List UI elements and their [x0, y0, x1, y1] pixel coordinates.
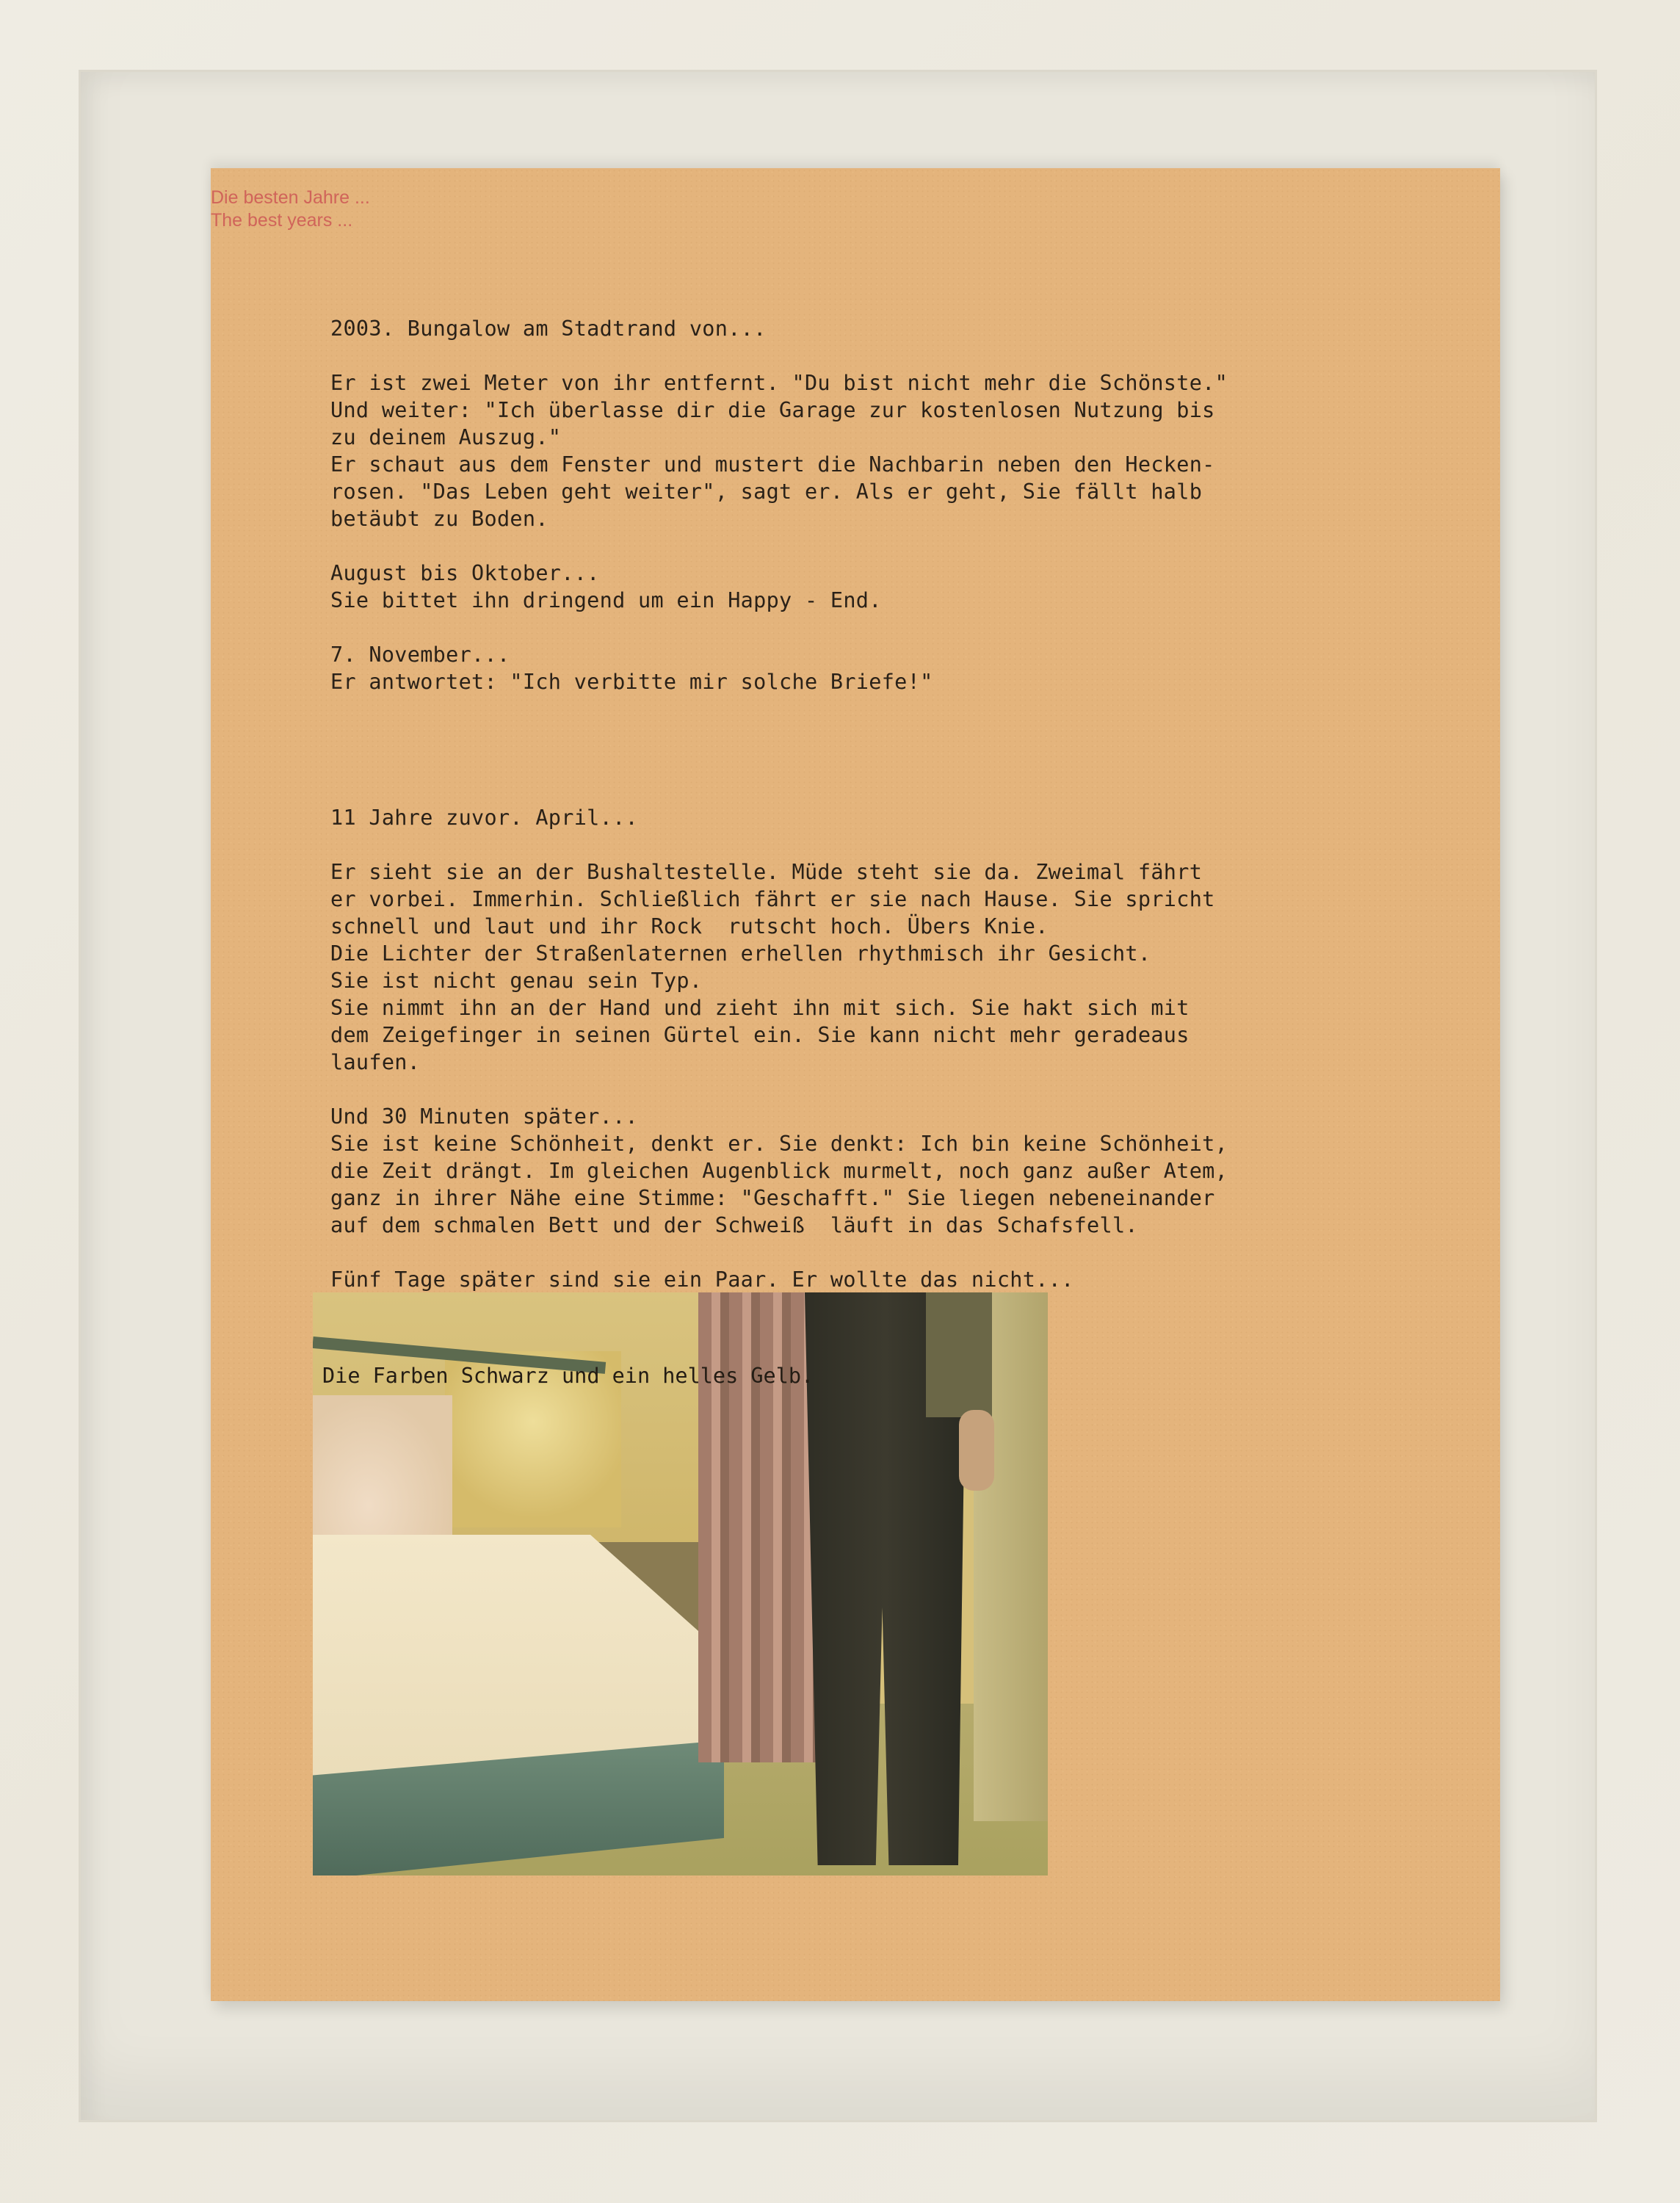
text-line: zu deinem Auszug." — [330, 425, 562, 449]
text-line: Die Lichter der Straßenlaternen erhellen rhythmisch ihr Gesicht. — [330, 941, 1151, 966]
typewritten-sheet — [211, 168, 1500, 2001]
text-line: Sie ist keine Schönheit, denkt er. Sie denkt: Ich bin keine Schönheit, — [330, 1132, 1228, 1156]
story-text — [330, 315, 1358, 1293]
text-line: Er antwortet: "Ich verbitte mir solche Briefe!" — [330, 670, 933, 694]
text-line: die Zeit drängt. Im gleichen Augenblick murmelt, noch ganz außer Atem, — [330, 1159, 1228, 1183]
text-line: Er sieht sie an der Bushaltestelle. Müde steht sie da. Zweimal fährt — [330, 860, 1203, 884]
photo-caption: Die Farben Schwarz und ein helles Gelb. — [322, 1364, 814, 1388]
section-heading: 11 Jahre zuvor. April... — [330, 806, 639, 830]
text-line: laufen. — [330, 1050, 421, 1074]
photo-sleeve — [926, 1292, 992, 1417]
title-stamp — [211, 187, 370, 232]
text-line: Er ist zwei Meter von ihr entfernt. "Du bist nicht mehr die Schönste." — [330, 371, 1228, 395]
text-line: Sie bittet ihn dringend um ein Happy - End. — [330, 588, 882, 612]
text-line: schnell und laut und ihr Rock rutscht hoch. Übers Knie. — [330, 914, 1049, 938]
closing-line: Fünf Tage später sind sie ein Paar. Er wollte das nicht... — [330, 1267, 1074, 1292]
text-line: rosen. "Das Leben geht weiter", sagt er. Als er geht, Sie fällt halb — [330, 480, 1203, 504]
text-line: auf dem schmalen Bett und der Schweiß läuft in das Schafsfell. — [330, 1213, 1138, 1237]
section-heading: 2003. Bungalow am Stadtrand von... — [330, 316, 767, 341]
text-line: Er schaut aus dem Fenster und mustert die Nachbarin neben den Hecken- — [330, 452, 1215, 477]
text-line: Sie nimmt ihn an der Hand und zieht ihn mit sich. Sie hakt sich mit — [330, 996, 1190, 1020]
section-heading: August bis Oktober... — [330, 561, 600, 585]
hotel-room-photo — [313, 1292, 1048, 1875]
text-line: Und weiter: "Ich überlasse dir die Garage zur kostenlosen Nutzung bis — [330, 398, 1215, 422]
text-line: Sie ist nicht genau sein Typ. — [330, 969, 703, 993]
photo-curtain — [698, 1292, 823, 1762]
stamp-title-german: Die besten Jahre ... — [211, 187, 370, 208]
photo-hand — [959, 1410, 994, 1491]
text-line: dem Zeigefinger in seinen Gürtel ein. Sie kann nicht mehr geradeaus — [330, 1023, 1190, 1047]
stamp-title-english: The best years ... — [211, 210, 353, 231]
section-heading: 7. November... — [330, 643, 510, 667]
text-line: ganz in ihrer Nähe eine Stimme: "Geschafft." Sie liegen nebeneinander — [330, 1186, 1215, 1210]
text-line: er vorbei. Immerhin. Schließlich fährt er sie nach Hause. Sie spricht — [330, 887, 1215, 911]
section-heading: Und 30 Minuten später... — [330, 1104, 639, 1129]
text-line: betäubt zu Boden. — [330, 507, 548, 531]
